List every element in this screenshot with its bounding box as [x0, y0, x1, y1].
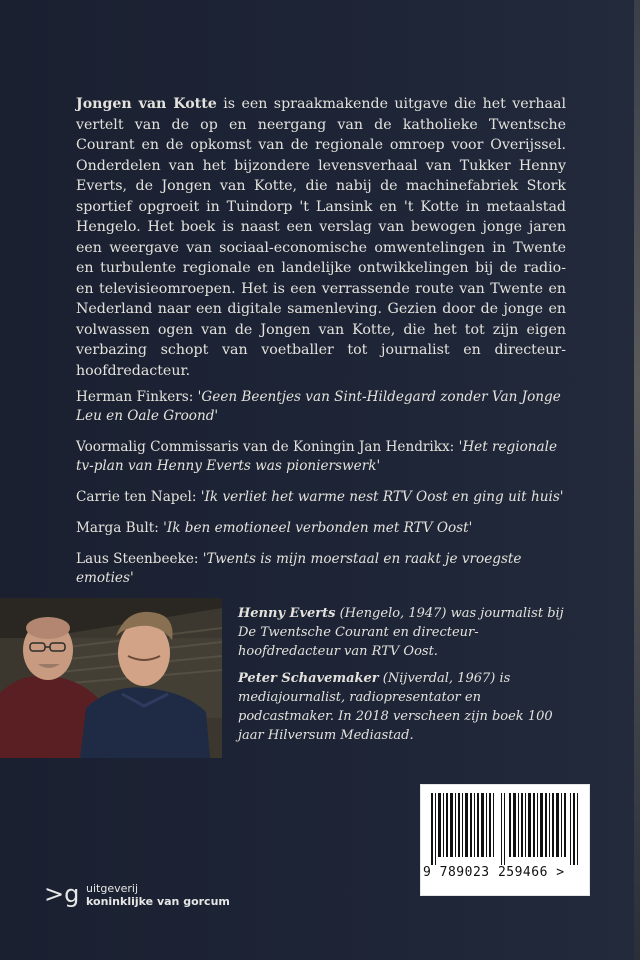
barcode: [420, 784, 590, 896]
quote-speaker: Carrie ten Napel:: [76, 489, 201, 505]
author-bio-text: (Nijverdal, 1967) is mediajournalist, radiopresentator en podcastmaker. In 2018 verscheen zijn boek 100 jaar Hilversum Mediastad.: [238, 671, 553, 743]
publisher-name: [86, 882, 230, 908]
author-name: Henny Everts: [238, 606, 336, 621]
isbn-number: 9 789023 259466: [423, 865, 548, 880]
author-bio-text: (Hengelo, 1947) was journalist bij De Twentsche Courant en directeur-hoofdredacteur van RTV Oost.: [238, 606, 564, 659]
quote-text: 'Geen Beentjes van Sint-Hildegard zonder Van Jonge Leu en Oale Groond': [76, 389, 561, 424]
quote-item: [76, 388, 576, 426]
blurb-paragraph: [76, 94, 566, 381]
quote-speaker: Marga Bult:: [76, 520, 164, 536]
quote-speaker: Voormalig Commissaris van de Koningin Jan Hendrikx:: [76, 439, 459, 455]
authors-photo-illustration: [0, 598, 222, 758]
publisher-line2: koninklijke van gorcum: [86, 895, 230, 908]
authors-photo: [0, 598, 222, 758]
author-bio: [238, 669, 578, 745]
publisher-logo: [44, 880, 244, 920]
quote-text: 'Ik ben emotioneel verbonden met RTV Oost': [163, 520, 473, 536]
quote-text: 'Het regionale tv-plan van Henny Everts was pionierswerk': [76, 439, 558, 474]
publisher-line1: uitgeverij: [86, 882, 139, 895]
quote-text: 'Twents is mijn moerstaal en raakt je vroegste emoties': [76, 551, 522, 586]
cover-edge: [634, 0, 640, 960]
quote-item: [76, 519, 576, 538]
barcode-bars: [431, 793, 579, 865]
quote-text: 'Ik verliet het warme nest RTV Oost en ging uit huis': [200, 489, 564, 505]
quote-speaker: Herman Finkers:: [76, 389, 198, 405]
author-bio: [238, 604, 578, 661]
blurb-text: is een spraakmakende uitgave die het verhaal vertelt van de op en neergang van de katholieke Twentsche Courant en de opkomst van de regionale omroep voor Overijssel. Onderdelen van het bijzondere levensverhaal van Tukker Henny Everts, de Jongen van Kotte, die nabij de machinefabriek Stork sportief opgroeit in Tuindorp 't Lansink en 't Kotte in metaalstad Hengelo. Het boek is naast een verslag van bewogen jonge jaren een weergave van sociaal-economische omwentelingen in Twente en turbulente regionale en landelijke ontwikkelingen bij de radio- en televisieomroepen. Het is een verrassende route van Twente en Nederland naar een digitale samenleving. Gezien door de jonge en volwassen ogen van de Jongen van Kotte, die het tot zijn eigen verbazing schopt van voetballer tot journalist en directeur-hoofdredacteur.: [76, 96, 567, 379]
quote-item: [76, 488, 576, 507]
svg-text:>g: >g: [44, 880, 80, 908]
isbn-text: [423, 865, 587, 880]
publisher-mark-icon: [44, 880, 84, 912]
author-name: Peter Schavemaker: [238, 671, 379, 686]
endorsement-quotes: [76, 388, 576, 600]
quote-speaker: Laus Steenbeeke:: [76, 551, 203, 567]
quote-item: [76, 550, 576, 588]
isbn-arrow: >: [556, 865, 565, 880]
book-title: Jongen van Kotte: [76, 96, 217, 112]
author-bios: [238, 604, 578, 753]
quote-item: [76, 438, 576, 476]
